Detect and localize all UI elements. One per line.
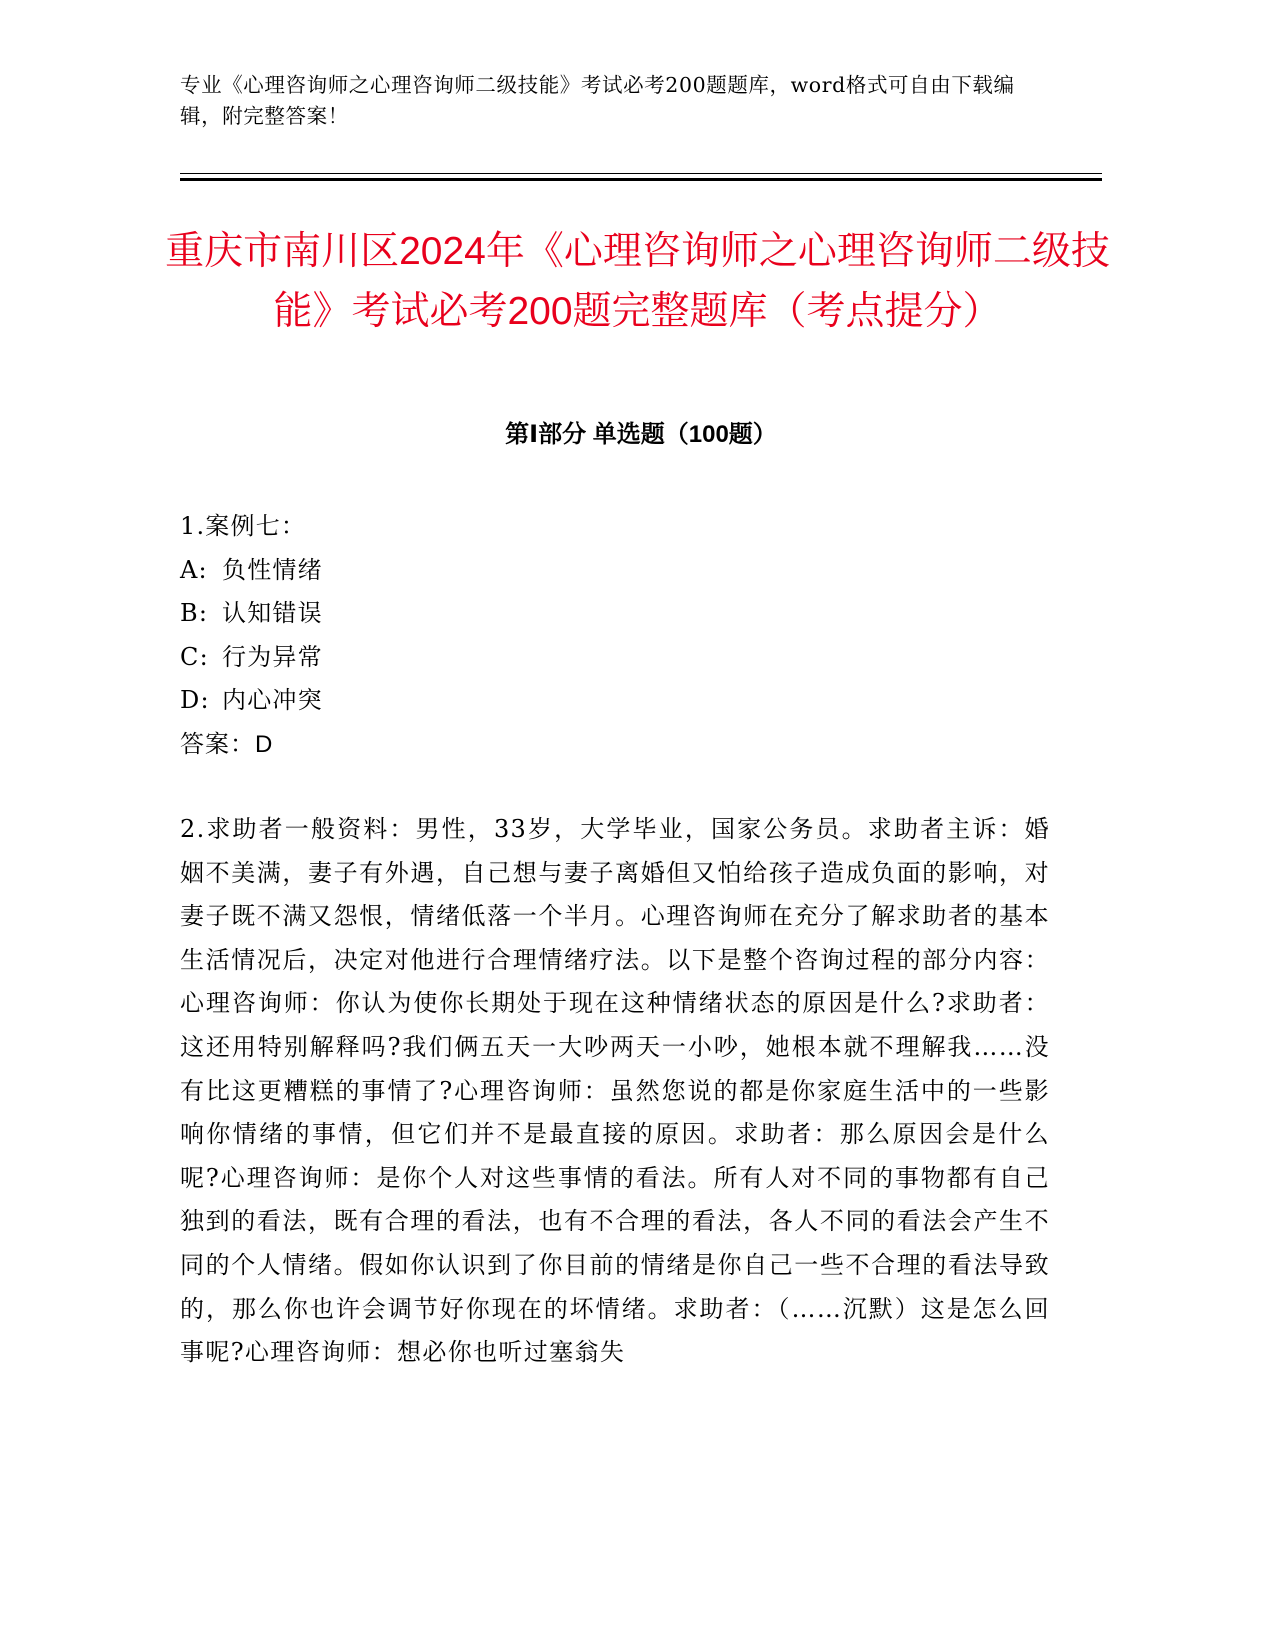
header-rule-thick [180,178,1102,181]
question-1 [180,505,1050,766]
option-a [180,549,1050,593]
option-c [180,636,1050,680]
option-text: 认知错误 [222,599,323,627]
option-label: B: [180,599,209,627]
option-label: A: [180,555,208,584]
option-text: 行为异常 [222,642,323,671]
question-2: 2.求助者一般资料：男性，33岁，大学毕业，国家公务员。求助者主诉：婚姻不美满，妻子有外遇，自己想与妻子离婚但又怕给孩子造成负面的影响，对妻子既不满又怨恨，情绪低落一个半月。心理咨询师在充分了解求助者的基本生活情况后，决定对他进行合理情绪疗法。以下是整个咨询过程的部分内容：心理咨询师：你认为使你长期处于现在这种情绪状态的原因是什么?求助者：这还用特别解释吗?我们俩五天一大吵两天一小吵，她根本就不理解我……没有比这更糟糕的事情了?心理咨询师：虽然您说的都是你家庭生活中的一些影响你情绪的事情，但它们并不是最直接的原因。求助者：那么原因会是什么呢?心理咨询师：是你个人对这些事情的看法。所有人对不同的事物都有自己独到的看法，既有合理的看法，也有不合理的看法，各人不同的看法会产生不同的个人情绪。假如你认识到了你目前的情绪是你自己一些不合理的看法导致的，那么你也许会调节好你现在的坏情绪。求助者：（……沉默）这是怎么回事呢?心理咨询师：想必你也听过塞翁失 [180,815,1050,1367]
option-d [180,679,1050,723]
document-title: 重庆市南川区2024年《心理咨询师之心理咨询师二级技能》考试必考200题完整题库（考点提分） [165,230,1110,333]
option-text: 内心冲突 [222,686,323,714]
question-stem: 1.案例七： [180,512,307,540]
option-b [180,592,1050,636]
option-text: 负性情绪 [222,555,323,584]
section-heading: 第Ⅰ部分 单选题（100题） [505,421,777,448]
header-note: 专业《心理咨询师之心理咨询师二级技能》考试必考200题题库，word格式可自由下载编辑，附完整答案！ [180,73,1015,128]
header-rule-thin [180,173,1102,174]
option-label: C: [180,642,209,671]
option-label: D: [180,686,210,714]
answer-line: 答案：D [180,730,274,758]
